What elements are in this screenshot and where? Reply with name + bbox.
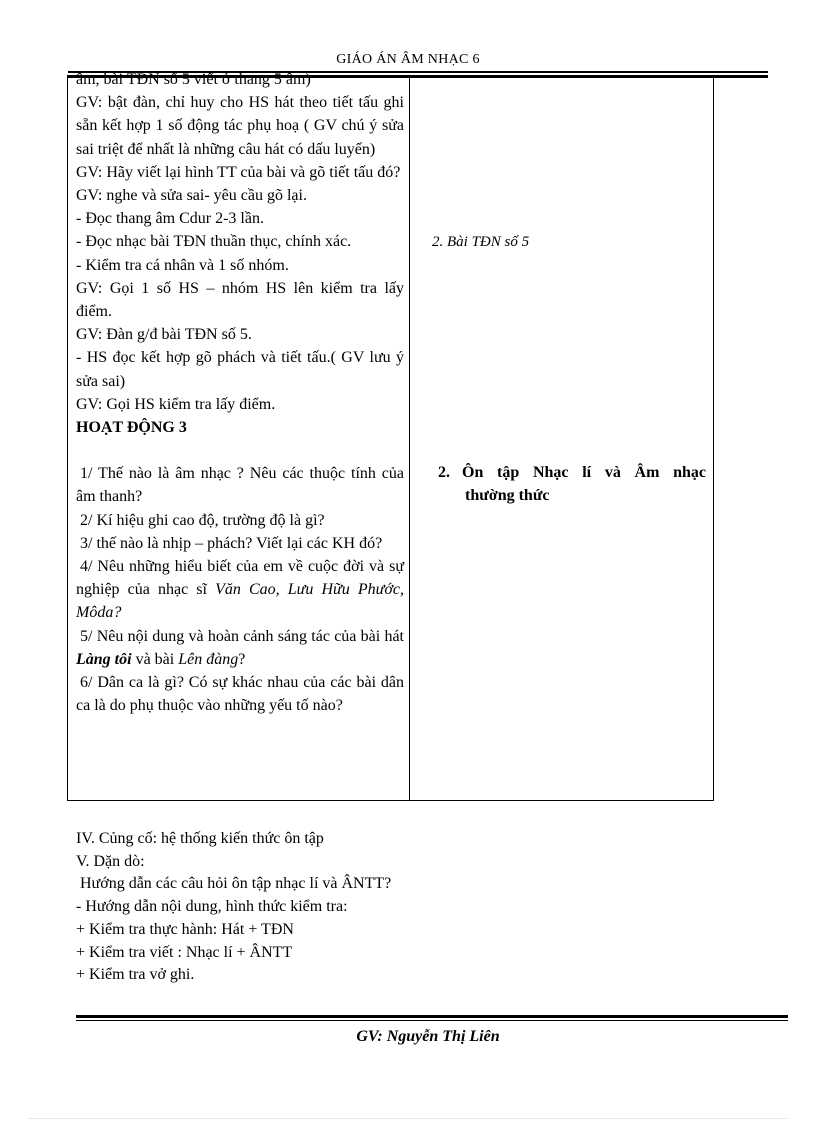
activity-line: âm, bài TĐN số 5 viết ở thang 5 âm): [76, 71, 311, 88]
wrapup-line: + Kiểm tra thực hành: Hát + TĐN: [76, 920, 294, 938]
composer-names: Văn Cao, Lưu Hữu Phước, Môda?: [76, 581, 404, 622]
item-number: 2.: [438, 464, 450, 481]
wrapup-line: + Kiểm tra vở ghi.: [76, 966, 195, 984]
activity-line: GV: Đàn g/đ bài TĐN số 5.: [76, 326, 252, 344]
page-header-title: GIÁO ÁN ÂM NHẠC 6: [336, 52, 480, 67]
activity-line: - Đọc nhạc bài TĐN thuần thục, chính xác.: [76, 233, 352, 251]
review-question-6: 6/ Dân ca là gì? Có sự khác nhau của các bài dân ca là do phụ thuộc vào những yếu tố nào?: [76, 674, 404, 715]
song-title-len-dang: Lên đàng: [178, 650, 239, 668]
song-title-lang-toi: Làng tôi: [76, 650, 132, 668]
item-title: Ôn tập Nhạc lí và Âm nhạc: [462, 464, 706, 481]
activity-line: - Đọc thang âm Cdur 2-3 lần.: [76, 210, 264, 228]
activity-line: - HS đọc kết hợp gõ phách và tiết tấu.( GV lưu ý sửa sai): [76, 349, 404, 390]
wrapup-line: - Hướng dẫn nội dung, hình thức kiểm tra:: [76, 898, 348, 916]
review-question-4: [76, 555, 404, 625]
activity-line: - Kiểm tra cá nhân và 1 số nhóm.: [76, 256, 289, 274]
activity-line: GV: Gọi HS kiểm tra lấy điểm.: [76, 395, 276, 413]
spacer: [76, 439, 404, 462]
lesson-wrapup: [76, 828, 536, 987]
content-item-review: [438, 461, 706, 507]
review-question-5: [76, 625, 404, 671]
teacher-signature: GV: Nguyễn Thị Liên: [356, 1028, 500, 1045]
wrapup-line: Hướng dẫn các câu hỏi ôn tập nhạc lí và ÂNTT?: [76, 875, 392, 893]
review-question-3: 3/ thế nào là nhịp – phách? Viết lại các KH đó?: [80, 534, 383, 552]
wrapup-line: + Kiểm tra viết : Nhạc lí + ÂNTT: [76, 943, 293, 961]
question-text: 5/ Nêu nội dung và hoàn cảnh sáng tác của bài hát: [80, 627, 404, 645]
question-text: và bài: [131, 650, 179, 668]
content-item-tdn: 2. Bài TĐN số 5: [432, 234, 530, 250]
activity-line: GV: nghe và sửa sai- yêu cầu gõ lại.: [76, 187, 307, 205]
wrapup-line: IV. Củng cố: hệ thống kiến thức ôn tập: [76, 830, 324, 847]
activity-line: GV: Gọi 1 số HS – nhóm HS lên kiểm tra lấy điểm.: [76, 279, 404, 321]
wrapup-line: V. Dặn dò:: [76, 852, 145, 870]
footer-rule-thick: [76, 1015, 788, 1018]
review-question-1: 1/ Thế nào là âm nhạc ? Nêu các thuộc tính của âm thanh?: [76, 465, 404, 506]
question-text: ?: [238, 650, 246, 668]
page-bottom-dotted-line: [28, 1118, 788, 1119]
footer-rule-thin: [76, 1020, 788, 1021]
teacher-activities-column: [76, 71, 404, 717]
activity-line: GV: bật đàn, chỉ huy cho HS hát theo tiết tấu ghi sẵn kết hợp 1 số động tác phụ hoạ ( GV chú ý sửa sai triệt để nhất là những câu hát có dấu luyến): [76, 94, 404, 158]
content-item-review-line1: [438, 461, 706, 484]
table-column-divider: [409, 75, 410, 801]
review-question-2: 2/ Kí hiệu ghi cao độ, trường độ là gì?: [80, 511, 325, 529]
activity-heading: HOẠT ĐỘNG 3: [76, 419, 187, 437]
content-item-review-line2: thường thức: [465, 487, 550, 504]
activity-line: GV: Hãy viết lại hình TT của bài và gõ tiết tấu đó?: [76, 163, 401, 181]
question-text: 4/ Nêu những hiểu biết của em về cuộc đời và sự nghiệp của nhạc sĩ: [76, 558, 404, 599]
